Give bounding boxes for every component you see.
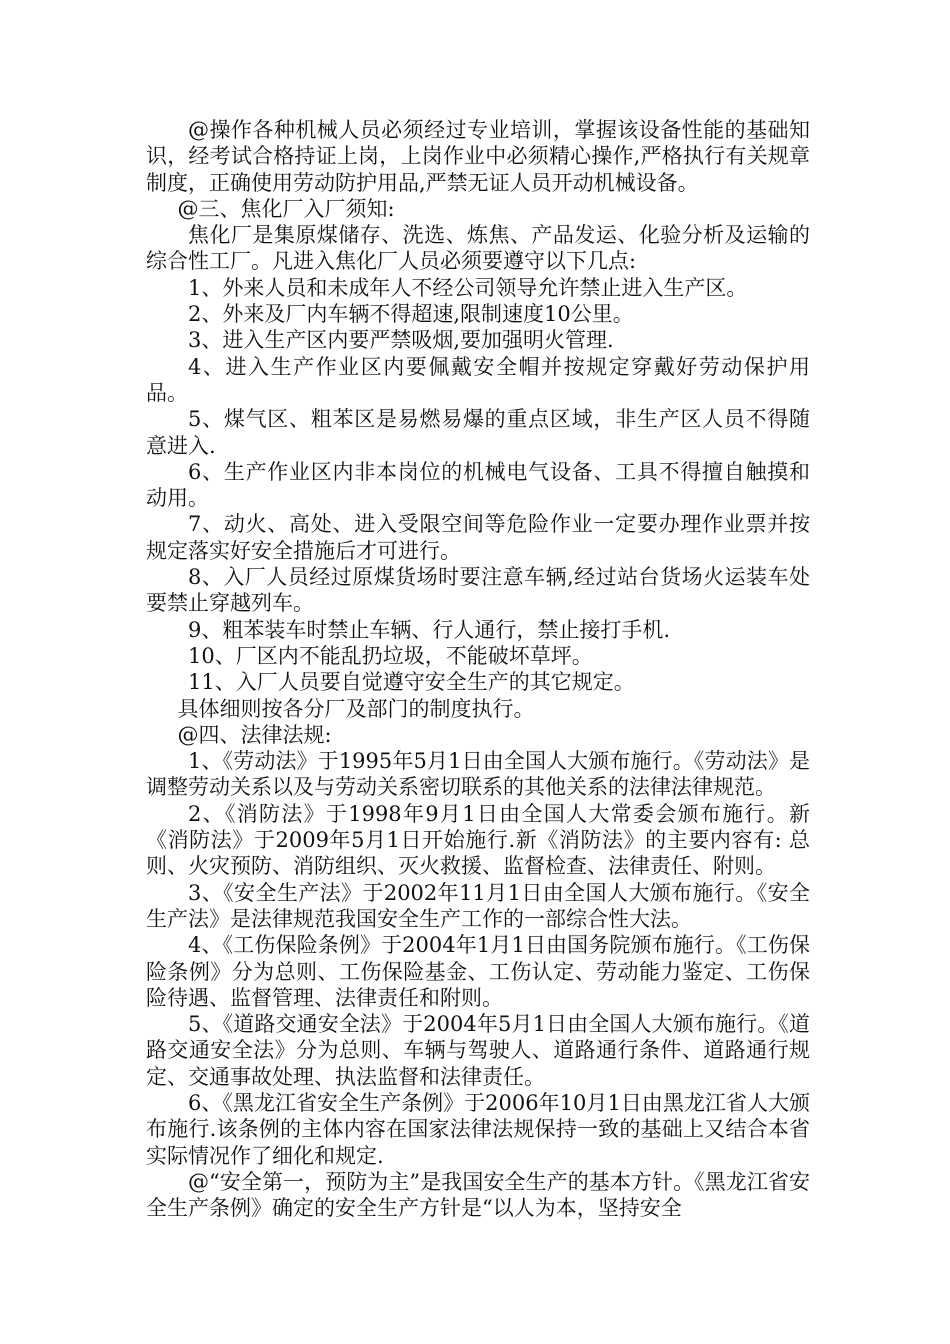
list-item-rule-4: 4、进入生产作业区内要佩戴安全帽并按规定穿戴好劳动保护用品。	[146, 354, 810, 405]
list-item-law-2: 2、《消防法》于1998年9月1日由全国人大常委会颁布施行。新《消防法》于2009年5月1日开始施行.新《消防法》的主要内容有: 总则、火灾预防、消防组织、灭火救援、监督检查、法律责任、附则。	[146, 801, 810, 879]
list-item-law-5: 5、《道路交通安全法》于2004年5月1日由全国人大颁布施行。《道路交通安全法》分为总则、车辆与驾驶人、道路通行条件、道路通行规定、交通事故处理、执法监督和法律责任。	[146, 1012, 810, 1089]
list-item-rule-11: 11、入厂人员要自觉遵守安全生产的其它规定。	[188, 670, 635, 695]
list-item-law-1: 1、《劳动法》于1995年5月1日由全国人大颁布施行。《劳动法》是调整劳动关系以及与劳动关系密切联系的其他关系的法律法律规范。	[146, 749, 810, 800]
list-item-law-3: 3、《安全生产法》于2002年11月1日由全国人大颁布施行。《安全生产法》是法律规范我国安全生产工作的一部综合性大法。	[146, 880, 810, 931]
list-item-rule-9: 9、粗苯装车时禁止车辆、行人通行，禁止接打手机.	[188, 617, 671, 642]
list-item-rule-6: 6、生产作业区内非本岗位的机械电气设备、工具不得擅自触摸和动用。	[146, 459, 810, 511]
section-heading-laws-regulations: @四、法律法规:	[177, 722, 332, 747]
paragraph-machine-operators: @操作各种机械人员必须经过专业培训，掌握该设备性能的基础知识，经考试合格持证上岗，上岗作业中必须精心操作,严格执行有关规章制度，正确使用劳动防护用品,严禁无证人员开动机械设备。	[146, 118, 810, 195]
list-item-rule-2: 2、外来及厂内车辆不得超速,限制速度10公里。	[188, 302, 634, 327]
section-heading-coking-plant-rules: @三、焦化厂入厂须知:	[177, 196, 395, 221]
list-item-law-4: 4、《工伤保险条例》于2004年1月1日由国务院颁布施行。《工伤保险条例》分为总则、工伤保险基金、工伤认定、劳动能力鉴定、工伤保险待遇、监督管理、法律责任和附则。	[146, 933, 810, 1010]
list-item-rule-5: 5、煤气区、粗苯区是易燃易爆的重点区域，非生产区人员不得随意进入.	[146, 407, 810, 458]
list-item-law-6: 6、《黑龙江省安全生产条例》于2006年10月1日由黑龙江省人大颁布施行.该条例的主体内容在国家法律法规保持一致的基础上又结合本省实际情况作了细化和规定.	[146, 1090, 810, 1168]
list-item-rule-10: 10、厂区内不能乱扔垃圾，不能破坏草坪。	[188, 643, 593, 668]
list-item-rule-7: 7、动火、高处、进入受限空间等危险作业一定要办理作业票并按规定落实好安全措施后才可进行。	[146, 512, 810, 563]
paragraph-coking-plant-intro: 焦化厂是集原煤储存、洗选、炼焦、产品发运、化验分析及运输的综合性工厂。凡进入焦化厂人员必须要遵守以下几点:	[146, 223, 810, 274]
paragraph-detailed-rules: 具体细则按各分厂及部门的制度执行。	[177, 696, 535, 721]
list-item-rule-1: 1、外来人员和未成年人不经公司领导允许禁止进入生产区。	[188, 275, 748, 300]
list-item-rule-8: 8、入厂人员经过原煤货场时要注意车辆,经过站台货场火运装车处要禁止穿越列车。	[146, 565, 810, 616]
document-body	[146, 117, 810, 1221]
paragraph-safety-policy: @“安全第一，预防为主”是我国安全生产的基本方针。《黑龙江省安全生产条例》确定的安全生产方针是“以人为本，坚持安全	[146, 1169, 810, 1221]
list-item-rule-3: 3、进入生产区内要严禁吸烟,要加强明火管理.	[188, 328, 614, 353]
